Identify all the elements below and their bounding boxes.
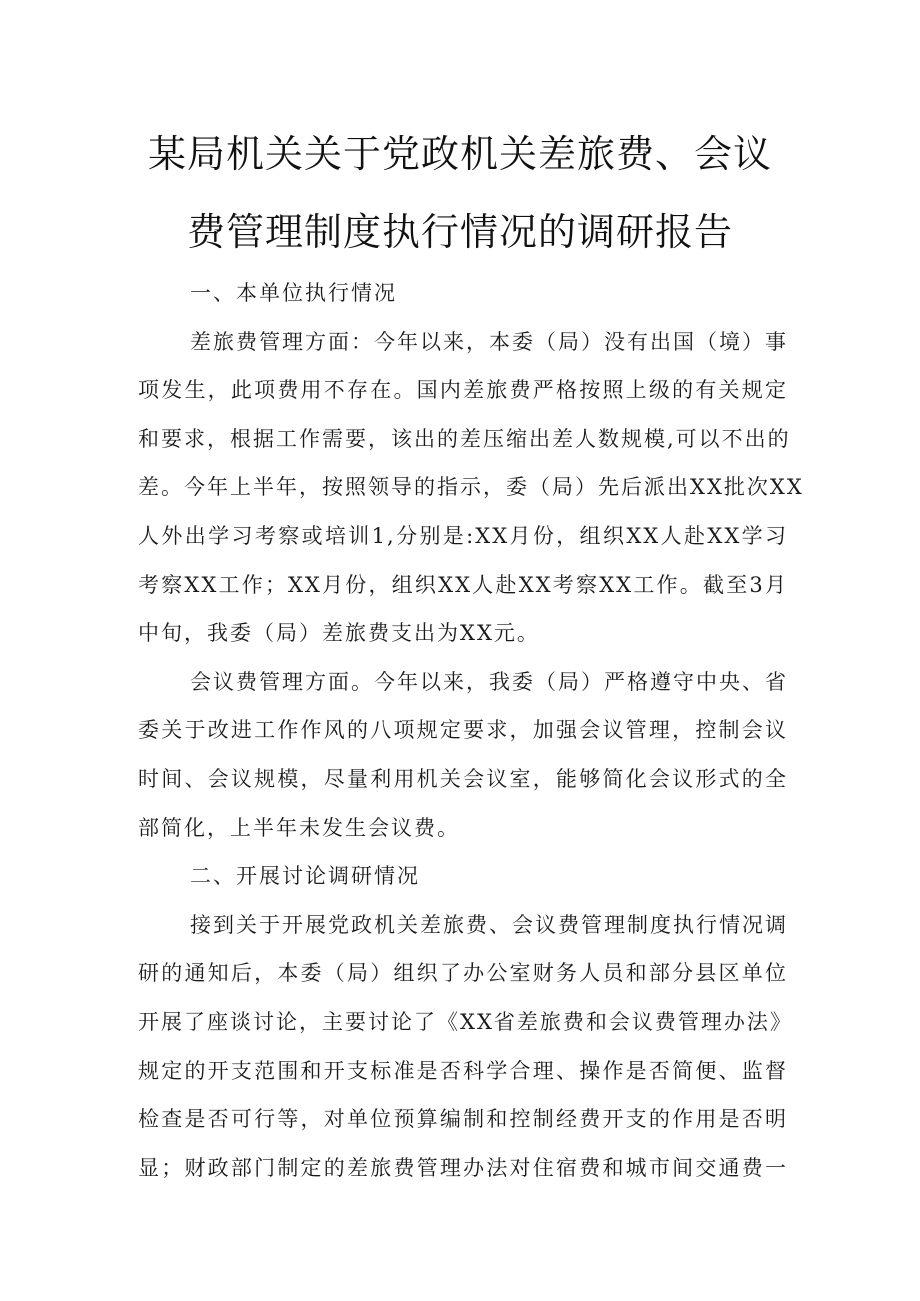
body-line: 时间、会议规模，尽量利用机关会议室，能够简化会议形式的全 [138,766,788,791]
body-line: 接到关于开展党政机关差旅费、会议费管理制度执行情况调 [190,912,788,937]
body-line: 差旅费管理方面：今年以来，本委（局）没有出国（境）事 [190,329,788,354]
body-line: 研的通知后，本委（局）组织了办公室财务人员和部分县区单位 [138,961,788,986]
body-line: 开展了座谈讨论，主要讨论了《XX省差旅费和会议费管理办法》 [138,1009,793,1034]
body-line: 中旬，我委（局）差旅费支出为XX元。 [138,621,540,646]
body-line: 部简化，上半年未发生会议费。 [138,815,460,840]
body-line: 委关于改进工作作风的八项规定要求，加强会议管理，控制会议 [138,718,788,743]
body-line: 规定的开支范围和开支标准是否科学合理、操作是否简便、监督 [138,1058,788,1083]
body-line: 和要求，根据工作需要，该出的差压缩出差人数规模,可以不出的 [138,426,791,451]
document-title-line-2: 费管理制度执行情况的调研报告 [186,210,733,254]
body-line: 会议费管理方面。今年以来，我委（局）严格遵守中央、省 [190,669,788,694]
section-heading-2: 二、开展讨论调研情况 [190,864,420,889]
body-line: 人外出学习考察或培训1,分别是:XX月份，组织XX人赴XX学习 [138,523,788,548]
section-heading-1: 一、本单位执行情况 [190,281,397,305]
body-line: 显；财政部门制定的差旅费管理办法对住宿费和城市间交通费一 [138,1155,788,1180]
body-line: 差。今年上半年，按照领导的指示，委（局）先后派出XX批次XX [138,475,804,500]
body-line: 检查是否可行等，对单位预算编制和控制经费开支的作用是否明 [138,1107,788,1132]
body-line: 考察XX工作；XX月份，组织XX人赴XX考察XX工作。截至3月 [138,572,788,597]
document-title-line-1: 某局机关关于党政机关差旅费、会议 [147,132,772,176]
body-line: 项发生，此项费用不存在。国内差旅费严格按照上级的有关规定 [138,378,788,403]
document-body [138,269,804,1192]
